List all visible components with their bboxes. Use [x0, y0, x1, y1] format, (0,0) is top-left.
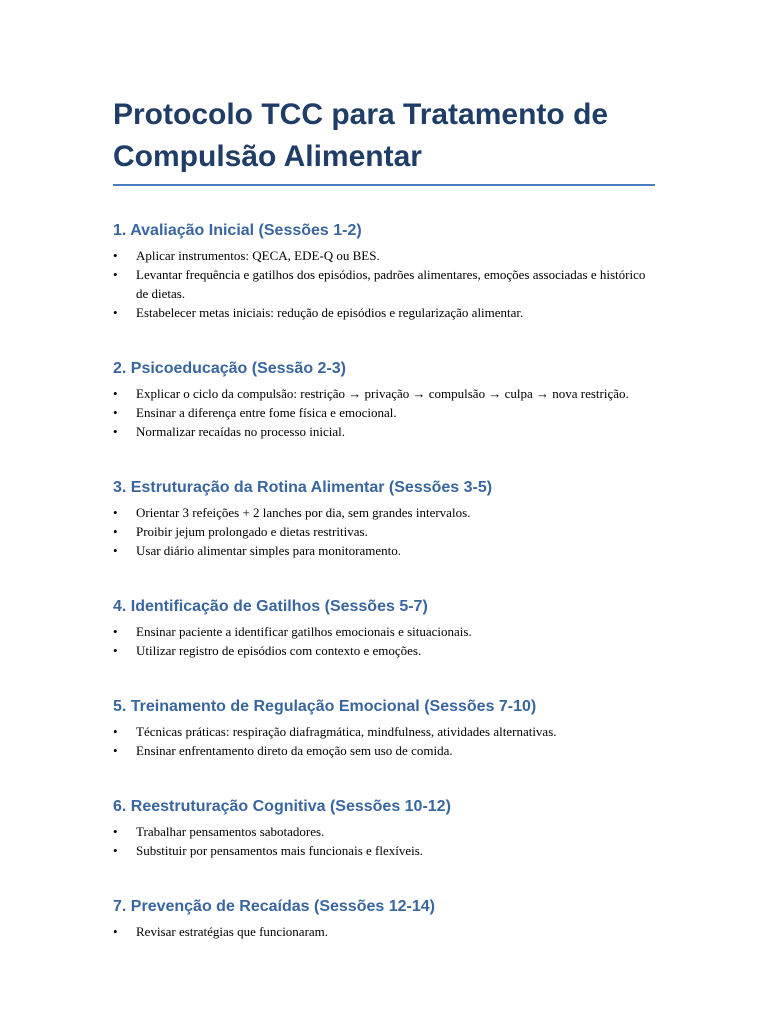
- list-item-text: Aplicar instrumentos: QECA, EDE-Q ou BES.: [136, 248, 380, 263]
- bullet-list: [113, 503, 658, 560]
- list-item-text: Ensinar a diferença entre fome física e emocional.: [136, 405, 397, 420]
- list-item: [113, 822, 656, 841]
- list-item: [113, 641, 656, 660]
- section: [113, 696, 658, 760]
- list-item-text: Trabalhar pensamentos sabotadores.: [136, 824, 325, 839]
- list-item-text: Substituir por pensamentos mais funcionais e flexíveis.: [136, 843, 424, 858]
- bullet-icon: •: [113, 924, 118, 939]
- list-item: [113, 841, 656, 860]
- bullet-list: [113, 822, 658, 860]
- bullet-list: [113, 722, 658, 760]
- bullet-icon: •: [113, 843, 118, 858]
- section-heading: 2. Psicoeducação (Sessão 2-3): [113, 360, 346, 377]
- list-item-text: Normalizar recaídas no processo inicial.: [136, 424, 345, 439]
- section: [113, 477, 658, 560]
- bullet-list: [113, 622, 658, 660]
- list-item-text: Revisar estratégias que funcionaram.: [136, 924, 329, 939]
- list-item: [113, 722, 656, 741]
- section-heading: 7. Prevenção de Recaídas (Sessões 12-14): [113, 898, 435, 915]
- bullet-list: [113, 246, 658, 322]
- list-item-text: Orientar 3 refeições + 2 lanches por dia, sem grandes intervalos.: [136, 505, 471, 520]
- bullet-icon: •: [113, 424, 118, 439]
- bullet-icon: •: [113, 524, 118, 539]
- sections-container: [113, 220, 658, 941]
- document-title: Protocolo TCC para Tratamento de Compulsão Alimentar: [113, 94, 655, 186]
- section: [113, 596, 658, 660]
- list-item: [113, 741, 656, 760]
- list-item: [113, 265, 656, 303]
- list-item-text: Proibir jejum prolongado e dietas restritivas.: [136, 524, 368, 539]
- bullet-icon: •: [113, 643, 118, 658]
- list-item-text: Explicar o ciclo da compulsão: restrição → privação → compulsão → culpa → nova restrição.: [136, 386, 629, 401]
- bullet-icon: •: [113, 305, 118, 320]
- section-heading: 3. Estruturação da Rotina Alimentar (Sessões 3-5): [113, 479, 493, 496]
- list-item: [113, 522, 656, 541]
- list-item: [113, 622, 656, 641]
- list-item: [113, 246, 656, 265]
- list-item-text: Usar diário alimentar simples para monitoramento.: [136, 543, 401, 558]
- bullet-list: [113, 922, 658, 941]
- list-item: [113, 303, 656, 322]
- list-item-text: Estabelecer metas iniciais: redução de episódios e regularização alimentar.: [136, 305, 524, 320]
- bullet-icon: •: [113, 824, 118, 839]
- bullet-icon: •: [113, 624, 118, 639]
- section-heading: 6. Reestruturação Cognitiva (Sessões 10-12): [113, 798, 451, 815]
- section: [113, 358, 658, 441]
- bullet-list: [113, 384, 658, 441]
- bullet-icon: •: [113, 724, 118, 739]
- bullet-icon: •: [113, 248, 118, 263]
- bullet-icon: •: [113, 267, 118, 282]
- list-item: [113, 422, 656, 441]
- list-item: [113, 403, 656, 422]
- bullet-icon: •: [113, 405, 118, 420]
- list-item-text: Técnicas práticas: respiração diafragmática, mindfulness, atividades alternativas.: [136, 724, 557, 739]
- bullet-icon: •: [113, 543, 118, 558]
- section-heading: 5. Treinamento de Regulação Emocional (Sessões 7-10): [113, 698, 537, 715]
- list-item: [113, 541, 656, 560]
- list-item-text: Levantar frequência e gatilhos dos episódios, padrões alimentares, emoções associadas e histórico de dietas.: [136, 267, 646, 301]
- list-item: [113, 384, 656, 403]
- section: [113, 220, 658, 322]
- list-item: [113, 922, 656, 941]
- list-item-text: Ensinar paciente a identificar gatilhos emocionais e situacionais.: [136, 624, 472, 639]
- list-item: [113, 503, 656, 522]
- bullet-icon: •: [113, 743, 118, 758]
- bullet-icon: •: [113, 505, 118, 520]
- section-heading: 4. Identificação de Gatilhos (Sessões 5-7): [113, 598, 428, 615]
- section: [113, 896, 658, 941]
- section: [113, 796, 658, 860]
- bullet-icon: •: [113, 386, 118, 401]
- section-heading: 1. Avaliação Inicial (Sessões 1-2): [113, 222, 362, 239]
- list-item-text: Utilizar registro de episódios com contexto e emoções.: [136, 643, 422, 658]
- list-item-text: Ensinar enfrentamento direto da emoção sem uso de comida.: [136, 743, 453, 758]
